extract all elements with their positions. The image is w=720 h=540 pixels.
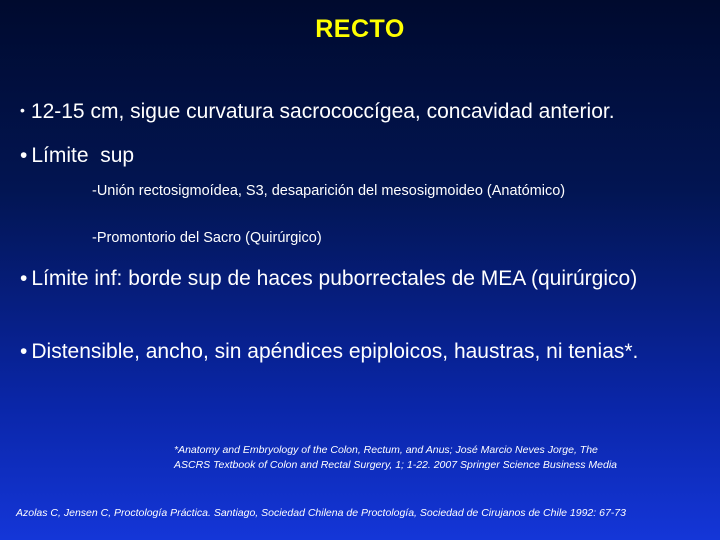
footnote-line-2: ASCRS Textbook of Colon and Rectal Surgery, 1; 1-22. 2007 Springer Science Business Media bbox=[174, 459, 617, 471]
bullet-text: 12-15 cm, sigue curvatura sacrococcígea, concavidad anterior. bbox=[30, 100, 615, 123]
sub-item-anatomic: -Unión rectosigmoídea, S3, desaparición del mesosigmoideo (Anatómico) bbox=[92, 183, 566, 199]
bullet-icon: • bbox=[20, 102, 25, 118]
footnote-line-1: *Anatomy and Embryology of the Colon, Rectum, and Anus; José Marcio Neves Jorge, The bbox=[174, 444, 598, 456]
citation: Azolas C, Jensen C, Proctología Práctica. Santiago, Sociedad Chilena de Proctología, Sociedad de Cirujanos de Chile 1992: 67-73 bbox=[16, 507, 626, 519]
footnote bbox=[174, 443, 714, 473]
bullet-lower-limit bbox=[20, 264, 710, 293]
bullet-icon: • bbox=[20, 340, 28, 363]
slide-title: RECTO bbox=[315, 15, 405, 43]
bullet-text: Límite inf: borde sup de haces puborrectales de MEA (quirúrgico) bbox=[31, 267, 638, 290]
bullet-icon: • bbox=[20, 267, 28, 290]
bullet-distensible bbox=[20, 337, 710, 366]
bullet-upper-limit bbox=[20, 141, 710, 170]
bullet-icon: • bbox=[20, 144, 28, 167]
bullet-length bbox=[20, 96, 710, 126]
bullet-text: Límite sup bbox=[31, 144, 135, 167]
bullet-text: Distensible, ancho, sin apéndices epiploicos, haustras, ni tenias*. bbox=[31, 340, 639, 363]
sub-item-surgical: -Promontorio del Sacro (Quirúrgico) bbox=[92, 230, 322, 246]
